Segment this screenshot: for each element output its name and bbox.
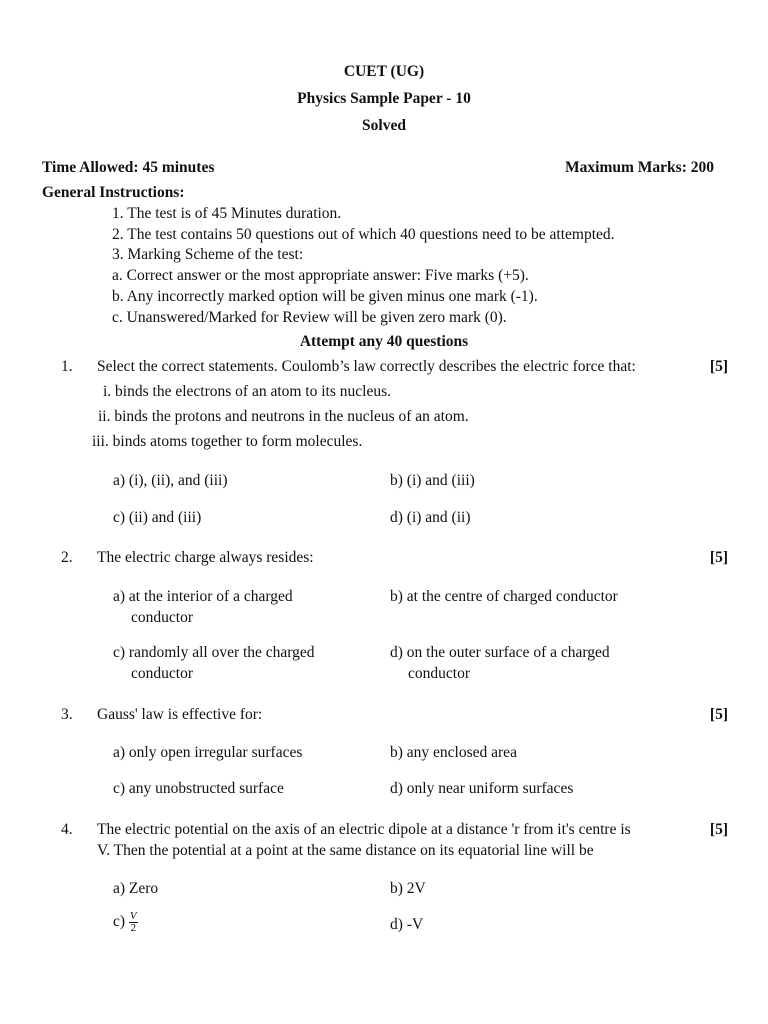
option-label-continued: conductor bbox=[408, 665, 470, 682]
option-d[interactable]: d) only near uniform surfaces bbox=[390, 780, 574, 797]
instructions-heading: General Instructions: bbox=[42, 184, 185, 201]
option-b[interactable]: b) 2V bbox=[390, 880, 426, 897]
option-label: a) at the interior of a charged bbox=[113, 588, 293, 605]
header-subtitle: Physics Sample Paper - 10 bbox=[297, 90, 471, 107]
option-c[interactable]: c) any unobstructed surface bbox=[113, 780, 284, 797]
question-text: Gauss' law is effective for: bbox=[97, 706, 263, 723]
option-d[interactable]: d) -V bbox=[390, 916, 424, 933]
option-label-continued: conductor bbox=[131, 609, 193, 626]
option-c[interactable] bbox=[113, 642, 315, 684]
statement-item: ii. binds the protons and neutrons in the nucleus of an atom. bbox=[98, 408, 469, 425]
header-title: CUET (UG) bbox=[343, 63, 425, 80]
statement-item: i. binds the electrons of an atom to its nucleus. bbox=[103, 383, 391, 400]
fraction-denominator: 2 bbox=[130, 922, 137, 934]
option-c[interactable] bbox=[113, 911, 138, 934]
question-marks: [5] bbox=[709, 821, 728, 838]
instruction-item: 1. The test is of 45 Minutes duration. bbox=[112, 205, 342, 222]
option-label: d) on the outer surface of a charged bbox=[390, 644, 610, 661]
question-text: The electric charge always resides: bbox=[97, 549, 314, 566]
option-a[interactable] bbox=[113, 586, 293, 628]
fraction bbox=[129, 911, 138, 934]
option-b[interactable]: b) any enclosed area bbox=[390, 744, 517, 761]
option-a[interactable]: a) only open irregular surfaces bbox=[113, 744, 303, 761]
question-number: 1. bbox=[61, 358, 73, 375]
instruction-item: b. Any incorrectly marked option will be given minus one mark (-1). bbox=[112, 288, 538, 305]
statement-item: iii. binds atoms together to form molecules. bbox=[92, 433, 363, 450]
question-marks: [5] bbox=[709, 358, 728, 375]
question-text: Select the correct statements. Coulomb’s law correctly describes the electric force that: bbox=[97, 358, 636, 375]
attempt-note: Attempt any 40 questions bbox=[299, 333, 469, 350]
question-number: 2. bbox=[61, 549, 73, 566]
option-b[interactable]: b) (i) and (iii) bbox=[390, 472, 475, 489]
instruction-item: c. Unanswered/Marked for Review will be given zero mark (0). bbox=[112, 309, 507, 326]
header-solved: Solved bbox=[362, 117, 406, 134]
option-c[interactable]: c) (ii) and (iii) bbox=[113, 509, 202, 526]
instruction-item: a. Correct answer or the most appropriate answer: Five marks (+5). bbox=[112, 267, 529, 284]
option-label: c) bbox=[113, 913, 126, 931]
instruction-item: 3. Marking Scheme of the test: bbox=[112, 246, 304, 263]
question-marks: [5] bbox=[709, 706, 728, 723]
question-number: 3. bbox=[61, 706, 73, 723]
question-marks: [5] bbox=[709, 549, 728, 566]
option-a[interactable]: a) (i), (ii), and (iii) bbox=[113, 472, 228, 489]
maximum-marks: Maximum Marks: 200 bbox=[565, 159, 714, 176]
question-number: 4. bbox=[61, 821, 73, 838]
time-allowed: Time Allowed: 45 minutes bbox=[42, 159, 215, 176]
option-d[interactable] bbox=[390, 642, 610, 684]
option-a[interactable]: a) Zero bbox=[113, 880, 159, 897]
question-text-continued: V. Then the potential at a point at the same distance on its equatorial line will be bbox=[97, 842, 594, 859]
option-label: c) randomly all over the charged bbox=[113, 644, 315, 661]
option-d[interactable]: d) (i) and (ii) bbox=[390, 509, 471, 526]
instruction-item: 2. The test contains 50 questions out of which 40 questions need to be attempted. bbox=[112, 226, 615, 243]
fraction-numerator: V bbox=[129, 910, 137, 922]
option-b[interactable]: b) at the centre of charged conductor bbox=[390, 588, 618, 605]
question-text: The electric potential on the axis of an electric dipole at a distance 'r from it's centre is bbox=[97, 821, 631, 838]
option-label-continued: conductor bbox=[131, 665, 193, 682]
